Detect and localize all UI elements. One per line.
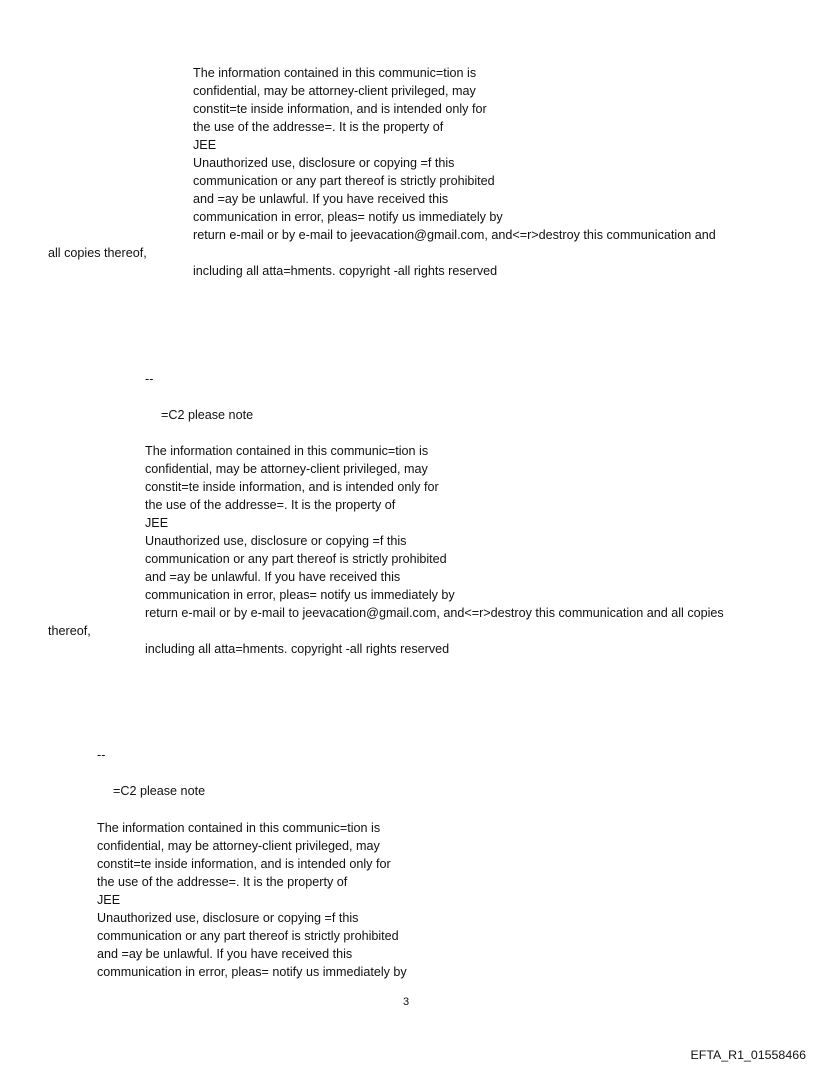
- disclaimer-line: JEE: [193, 138, 217, 152]
- separator: --: [97, 748, 106, 762]
- disclaimer-line: and =ay be unlawful. If you have received this: [193, 192, 449, 206]
- disclaimer-line: communication or any part thereof is strictly prohibited: [193, 174, 495, 188]
- disclaimer-line: The information contained in this communic=tion is: [97, 821, 381, 835]
- disclaimer-line: Unauthorized use, disclosure or copying =f this: [193, 156, 455, 170]
- disclaimer-line: the use of the addresse=. It is the property of: [193, 120, 444, 134]
- disclaimer-line: JEE: [145, 516, 169, 530]
- disclaimer-line: including all atta=hments. copyright -all rights reserved: [145, 642, 450, 656]
- document-id: EFTA_R1_01558466: [690, 1048, 806, 1062]
- disclaimer-line: JEE: [97, 893, 121, 907]
- disclaimer-line: confidential, may be attorney-client privileged, may: [145, 462, 428, 476]
- disclaimer-line: thereof,: [48, 624, 91, 638]
- disclaimer-line: constit=te inside information, and is intended only for: [193, 102, 487, 116]
- disclaimer-line: the use of the addresse=. It is the property of: [145, 498, 396, 512]
- disclaimer-line: and =ay be unlawful. If you have received this: [97, 947, 353, 961]
- disclaimer-line: constit=te inside information, and is intended only for: [97, 857, 391, 871]
- disclaimer-line: the use of the addresse=. It is the property of: [97, 875, 348, 889]
- disclaimer-line: return e-mail or by e-mail to jeevacation@gmail.com, and<=r>destroy this communication and: [193, 228, 716, 242]
- disclaimer-line: Unauthorized use, disclosure or copying =f this: [145, 534, 407, 548]
- disclaimer-line: return e-mail or by e-mail to jeevacation@gmail.com, and<=r>destroy this communication and all copies: [145, 606, 724, 620]
- disclaimer-line: communication in error, pleas= notify us immediately by: [193, 210, 503, 224]
- disclaimer-line: and =ay be unlawful. If you have received this: [145, 570, 401, 584]
- disclaimer-line: all copies thereof,: [48, 246, 147, 260]
- disclaimer-line: communication in error, pleas= notify us immediately by: [145, 588, 455, 602]
- disclaimer-line: communication or any part thereof is strictly prohibited: [97, 929, 399, 943]
- separator: --: [145, 372, 154, 386]
- disclaimer-line: confidential, may be attorney-client privileged, may: [97, 839, 380, 853]
- disclaimer-line: The information contained in this communic=tion is: [145, 444, 429, 458]
- disclaimer-line: confidential, may be attorney-client privileged, may: [193, 84, 476, 98]
- disclaimer-line: The information contained in this communic=tion is: [193, 66, 477, 80]
- disclaimer-line: constit=te inside information, and is intended only for: [145, 480, 439, 494]
- disclaimer-line: Unauthorized use, disclosure or copying =f this: [97, 911, 359, 925]
- disclaimer-line: communication in error, pleas= notify us immediately by: [97, 965, 407, 979]
- page-number: 3: [403, 996, 410, 1008]
- disclaimer-line: including all atta=hments. copyright -all rights reserved: [193, 264, 498, 278]
- please-note-heading: =C2 please note: [113, 784, 206, 798]
- please-note-heading: =C2 please note: [161, 408, 254, 422]
- disclaimer-line: communication or any part thereof is strictly prohibited: [145, 552, 447, 566]
